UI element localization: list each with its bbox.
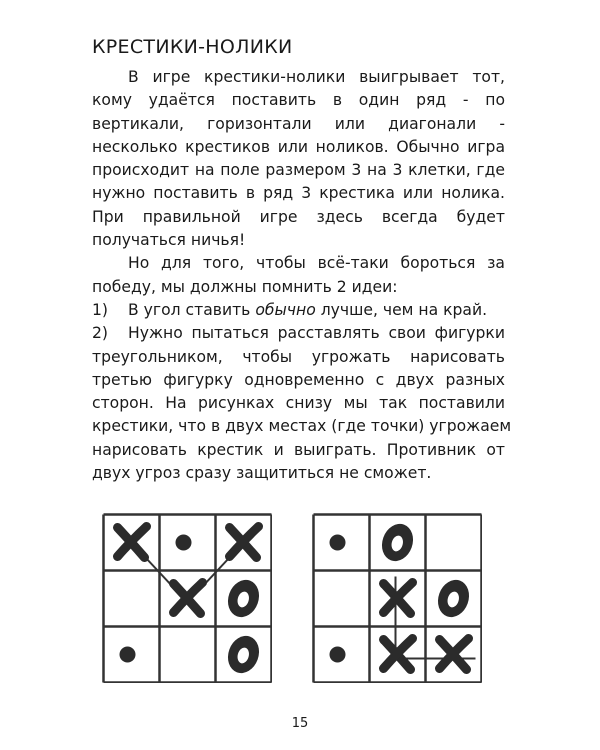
text-line: сторон. На рисунках снизу мы так поставили — [92, 394, 505, 413]
page-number: 15 — [291, 716, 309, 731]
idea-text: лучше, чем на край. — [315, 300, 488, 319]
tic-tac-toe-board-2 — [312, 513, 482, 683]
body-text — [92, 66, 512, 485]
idea-1 — [92, 299, 505, 322]
text-line: треугольником, чтобы угрожать нарисовать — [92, 347, 505, 366]
page-title: КРЕСТИКИ-НОЛИКИ — [92, 36, 293, 58]
text-line: происходит на поле размером 3 на 3 клетки, где — [92, 161, 505, 180]
idea-text: В угол ставить — [128, 300, 256, 319]
text-line: нужно поставить в ряд 3 крестика или нолика. — [92, 184, 505, 203]
text-line: победу, мы должны помнить 2 идеи: — [92, 277, 398, 296]
text-line: двух угроз сразу защититься не сможет. — [92, 464, 432, 483]
idea-number: 1) — [92, 300, 109, 319]
text-line: Но для того, чтобы всё-таки бороться за — [128, 254, 505, 273]
idea-number: 2) — [92, 324, 109, 343]
threat-dot — [120, 647, 136, 663]
text-line: несколько крестиков или ноликов. Обычно игра — [92, 137, 505, 156]
threat-dot — [330, 647, 346, 663]
emphasis: обычно — [255, 300, 316, 319]
text-line: нарисовать крестик и выиграть. Противник от — [92, 440, 505, 459]
text-line: В игре крестики-нолики выигрывает тот, — [128, 68, 505, 86]
text-line: крестики, что в двух местах (где точки) угрожаем — [92, 417, 512, 436]
text-line: получаться ничья! — [92, 231, 246, 250]
text-line: кому удаётся поставить в один ряд - по — [92, 91, 505, 110]
idea-text: Нужно пытаться расставлять свои фигурки — [128, 324, 505, 343]
idea-2 — [92, 322, 505, 345]
threat-dot — [176, 535, 192, 551]
threat-dot — [330, 535, 346, 551]
tic-tac-toe-board-1 — [102, 513, 272, 683]
text-line: вертикали, горизонтали или диагонали - — [92, 114, 505, 133]
text-line: третью фигурку одновременно с двух разных — [92, 370, 505, 389]
text-line: При правильной игре здесь всегда будет — [92, 207, 505, 226]
